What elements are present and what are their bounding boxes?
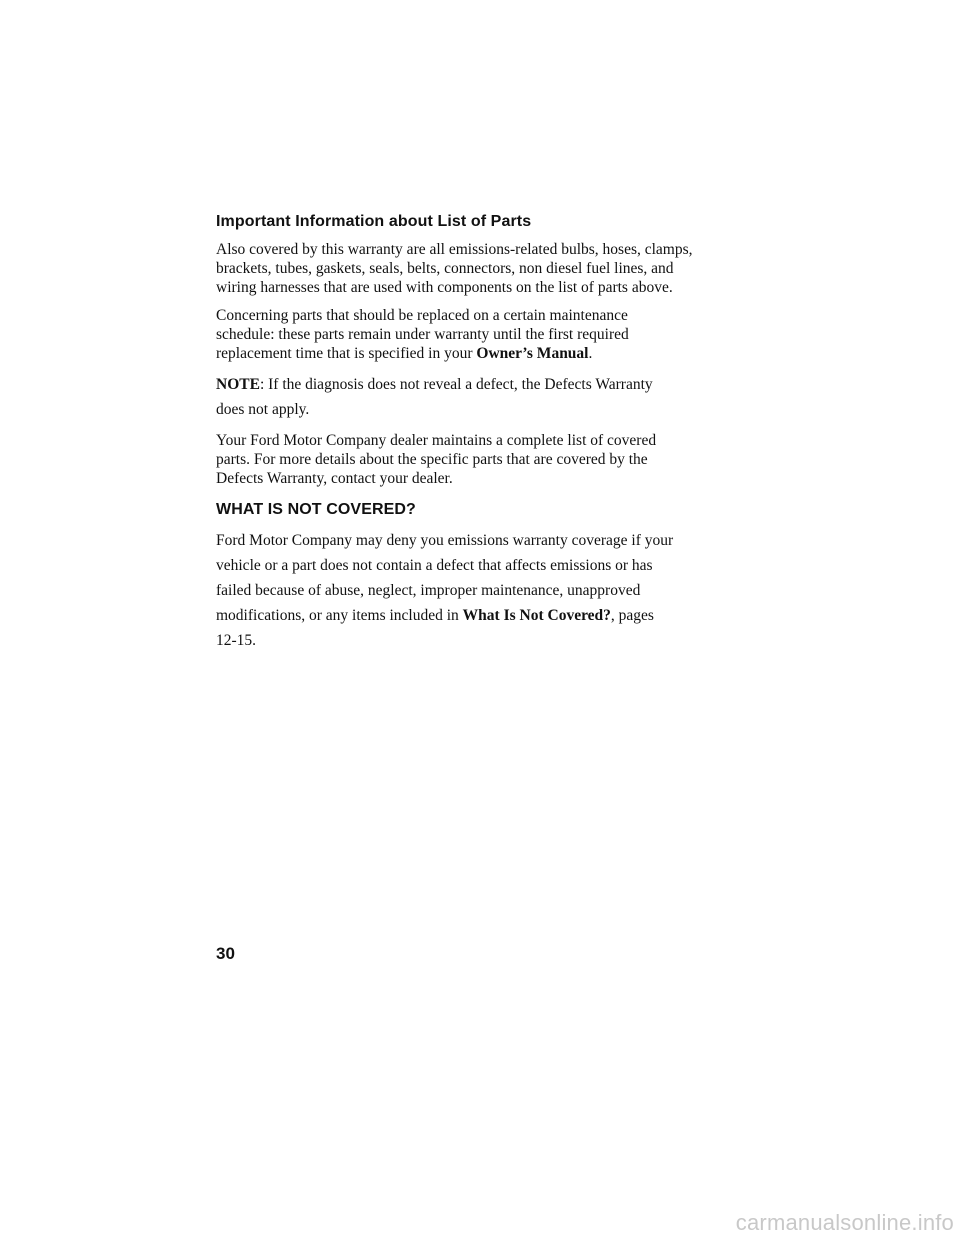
text-line: 12-15. (216, 632, 257, 649)
text-line: parts. For more details about the specific parts that are covered by the (216, 451, 648, 468)
document-body (216, 212, 746, 662)
note-paragraph (216, 372, 746, 422)
text-line: does not apply. (216, 401, 310, 418)
text-segment: modifications, or any items included in (216, 607, 463, 624)
note-label: NOTE (216, 376, 260, 393)
text-line: Also covered by this warranty are all emissions-related bulbs, hoses, clamps, (216, 241, 693, 258)
text-segment: , pages (610, 607, 654, 624)
text-segment: replacement time that is specified in your (216, 345, 477, 362)
text-line: Ford Motor Company may deny you emissions warranty coverage if your (216, 532, 674, 549)
text-line: Your Ford Motor Company dealer maintains a complete list of covered (216, 432, 657, 449)
text-line: failed because of abuse, neglect, improper maintenance, unapproved (216, 582, 641, 599)
paragraph-additional-coverage (216, 240, 746, 297)
text-line: brackets, tubes, gaskets, seals, belts, connectors, non diesel fuel lines, and (216, 260, 674, 277)
watermark: carmanualsonline.info (735, 1210, 954, 1235)
text-line: Defects Warranty, contact your dealer. (216, 470, 453, 487)
text-line: Concerning parts that should be replaced on a certain maintenance (216, 307, 628, 324)
paragraph-maintenance-parts (216, 306, 746, 363)
section-heading: Important Information about List of Parts (216, 213, 532, 230)
text-line (216, 603, 746, 628)
text-line (216, 372, 746, 397)
paragraph-dealer-list (216, 431, 746, 488)
not-covered-heading: WHAT IS NOT COVERED? (216, 501, 416, 518)
paragraph-not-covered (216, 528, 746, 653)
what-is-not-covered-reference: What Is Not Covered? (462, 607, 611, 624)
text-line (216, 344, 746, 363)
text-line: schedule: these parts remain under warranty until the first required (216, 326, 629, 343)
text-segment: . (588, 345, 593, 362)
text-segment: : If the diagnosis does not reveal a defect, the Defects Warranty (259, 376, 653, 393)
text-line: wiring harnesses that are used with components on the list of parts above. (216, 279, 673, 296)
text-line: vehicle or a part does not contain a defect that affects emissions or has (216, 557, 653, 574)
page-number: 30 (216, 944, 235, 963)
owners-manual-reference: Owner’s Manual (476, 345, 589, 362)
